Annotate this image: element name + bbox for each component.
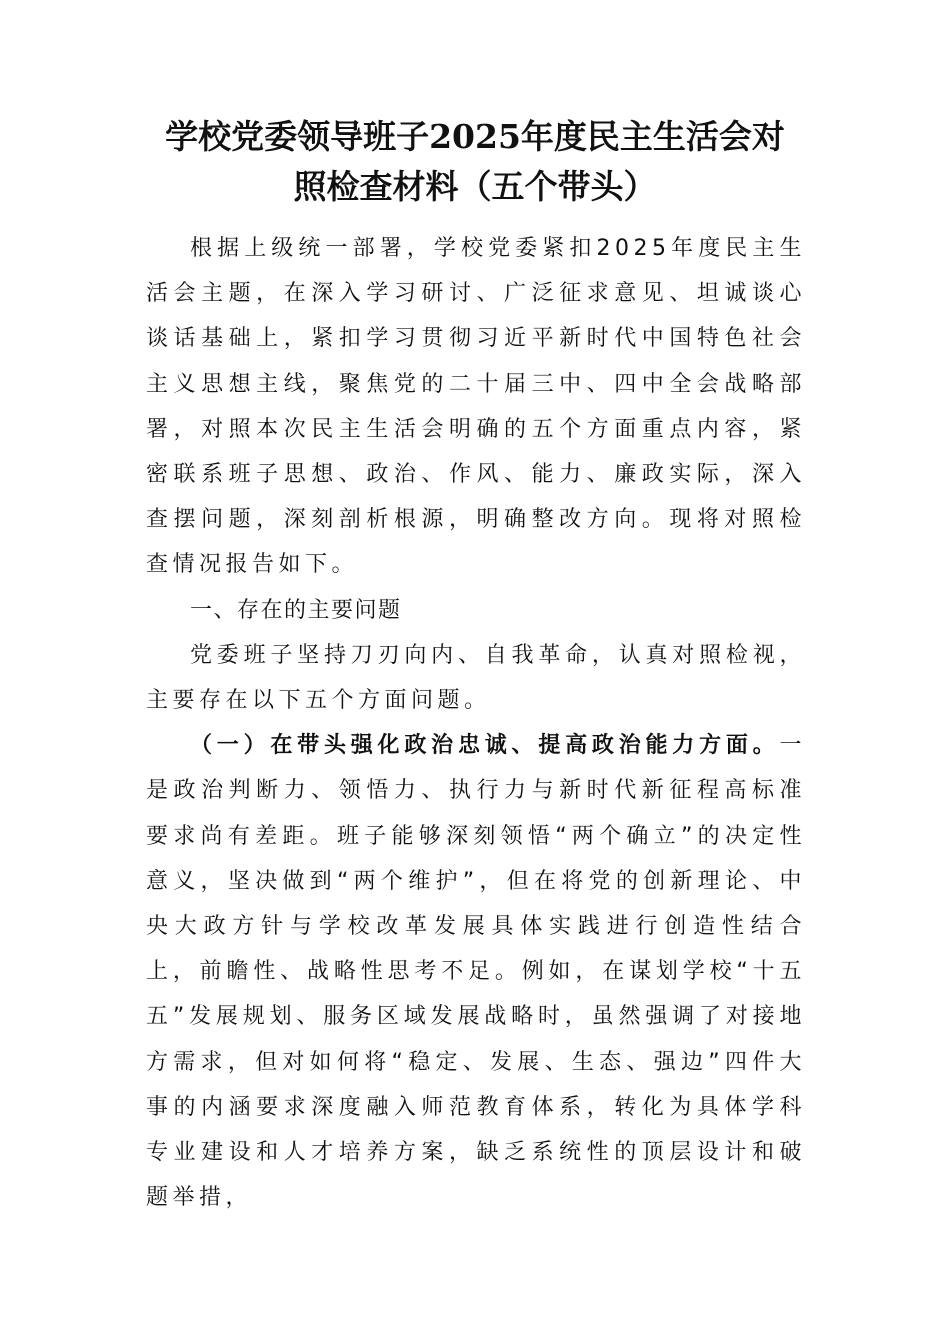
title-line-2: 照检查材料（五个带头） — [293, 167, 657, 206]
document-body — [146, 226, 806, 1220]
title-line-1: 学校党委领导班子2025年度民主生活会对 — [165, 117, 785, 156]
document-title — [130, 112, 820, 212]
item-paragraph-1 — [146, 723, 806, 1220]
section-intro-paragraph: 党委班子坚持刀刃向内、自我革命，认真对照检视，主要存在以下五个方面问题。 — [146, 642, 806, 714]
intro-paragraph: 根据上级统一部署，学校党委紧扣2025年度民主生活会主题，在深入学习研讨、广泛征求意见、坦诚谈心谈话基础上，紧扣学习贯彻习近平新时代中国特色社会主义思想主线，聚焦党的二十届三中、四中全会战略部署，对照本次民主生活会明确的五个方面重点内容，紧密联系班子思想、政治、作风、能力、廉政实际，深入查摆问题，深刻剖析根源，明确整改方向。现将对照检查情况报告如下。 — [146, 236, 806, 578]
item-text-1: 一是政治判断力、领悟力、执行力与新时代新征程高标准要求尚有差距。班子能够深刻领悟“两个确立”的决定性意义，坚决做到“两个维护”，但在将党的创新理论、中央大政方针与学校改革发展具体实践进行创造性结合上，前瞻性、战略性思考不足。例如，在谋划学校“十五五”发展规划、服务区域发展战略时，虽然强调了对接地方需求，但对如何将“稳定、发展、生态、强边”四件大事的内涵要求深度融入师范教育体系，转化为具体学科专业建设和人才培养方案，缺乏系统性的顶层设计和破题举措， — [146, 733, 806, 1211]
item-lead-1: （一）在带头强化政治忠诚、提高政治能力方面。 — [190, 733, 780, 759]
section-heading-1: 一、存在的主要问题 — [190, 597, 402, 623]
